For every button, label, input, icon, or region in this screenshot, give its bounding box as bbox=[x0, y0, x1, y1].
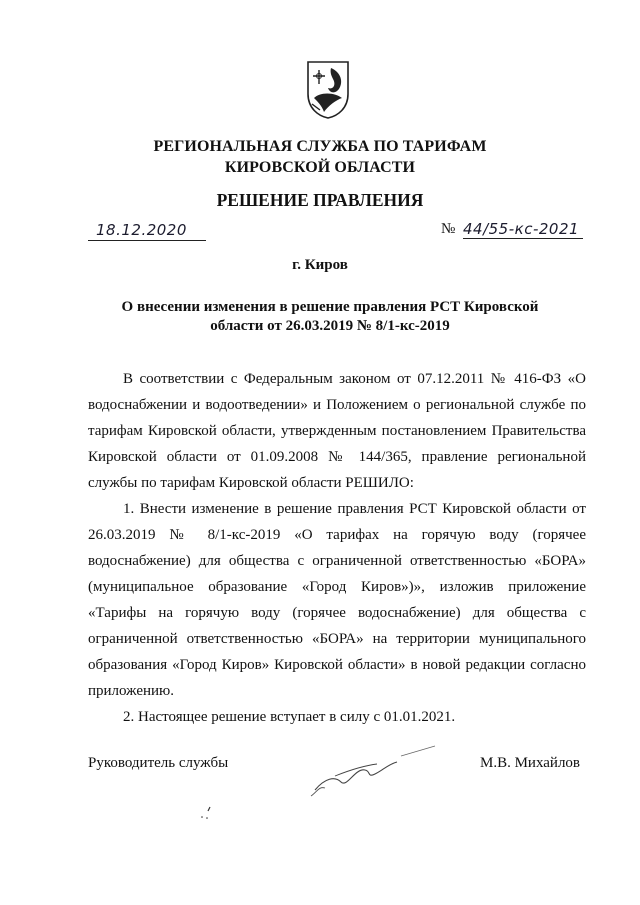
decision-subject bbox=[100, 298, 560, 336]
number-underline bbox=[463, 238, 583, 239]
decision-date-value: 18.12.2020 bbox=[96, 221, 187, 239]
decision-number-value: 44/55-кс-2021 bbox=[463, 220, 580, 238]
preamble-paragraph: В соответствии с Федеральным законом от 07.12.2011 № 416-ФЗ «О водоснабжении и водоотведении» и Положением о региональной службе по тарифам Кировской области, утвержденным постановлением Правительства Кировской области от 01.09.2008 № 144/365, правление региональной службы по тарифам Кировской области РЕШИЛО: bbox=[88, 371, 586, 491]
item-2-paragraph: 2. Настоящее решение вступает в силу с 01.01.2021. bbox=[123, 709, 456, 725]
signer-name: М.В. Михайлов bbox=[480, 755, 581, 771]
coat-of-arms-icon bbox=[304, 60, 352, 120]
decision-number bbox=[441, 220, 583, 240]
org-line-2: КИРОВСКОЙ ОБЛАСТИ bbox=[224, 159, 416, 176]
ink-mark-icon bbox=[198, 805, 214, 821]
subject-line-2: области от 26.03.2019 № 8/1-кс-2019 bbox=[210, 318, 450, 334]
number-sign: № bbox=[441, 221, 456, 237]
document-type: РЕШЕНИЕ ПРАВЛЕНИЯ bbox=[216, 190, 424, 210]
decision-date bbox=[88, 220, 206, 241]
signer-title: Руководитель службы bbox=[88, 755, 229, 771]
subject-line-1: О внесении изменения в решение правления РСТ Кировской bbox=[121, 299, 539, 315]
signature-icon bbox=[305, 738, 445, 800]
decision-body bbox=[88, 366, 586, 730]
city: г. Киров bbox=[292, 257, 348, 273]
organization-name bbox=[0, 136, 640, 178]
item-1-paragraph: 1. Внести изменение в решение правления РСТ Кировской области от 26.03.2019 № 8/1-кс-2019 «О тарифах на горячую воду (горячее водоснабжение) для общества с ограниченной ответственностью «БОРА» (муниципальное образование «Город Киров»)», изложив приложение «Тарифы на горячую воду (горячее водоснабжение) для общества с ограниченной ответственностью «БОРА» на территории муниципального образования «Город Киров» Кировской области» в новой редакции согласно приложению. bbox=[88, 501, 586, 699]
org-line-1: РЕГИОНАЛЬНАЯ СЛУЖБА ПО ТАРИФАМ bbox=[153, 138, 487, 155]
